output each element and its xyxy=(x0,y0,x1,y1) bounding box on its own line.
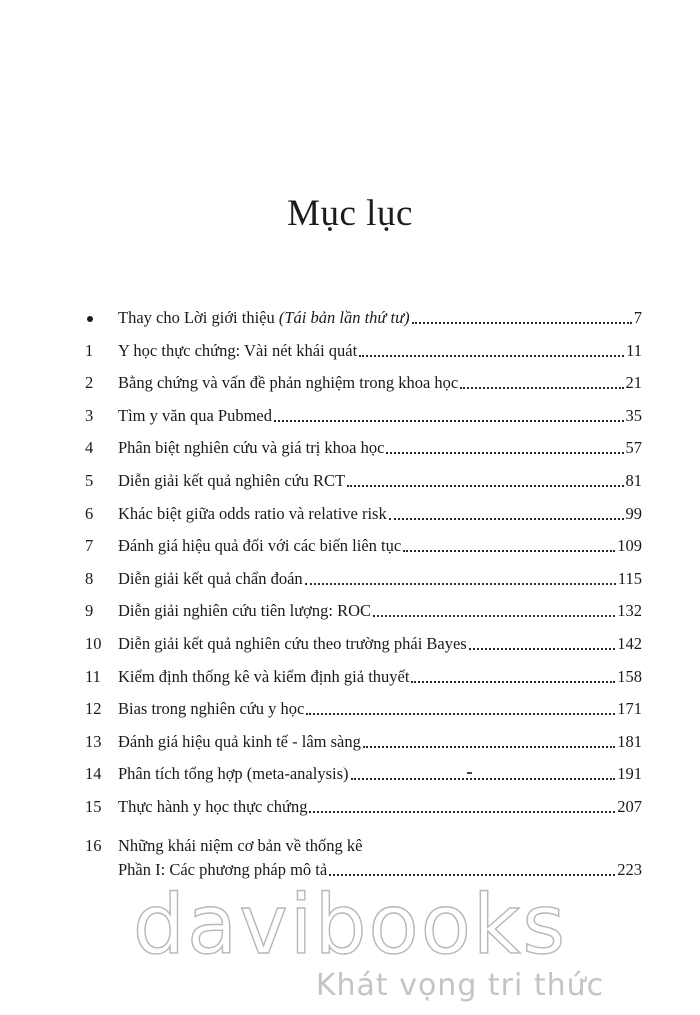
toc-leader-dots xyxy=(347,485,623,487)
toc-title-text: Đánh giá hiệu quả đối với các biến liên tục xyxy=(118,536,402,556)
toc-page-number: 7 xyxy=(633,308,642,327)
toc-chapter-number: 13 xyxy=(85,731,102,751)
toc-leader-dots xyxy=(386,452,623,454)
toc-row xyxy=(0,339,700,363)
toc-title-text: Phân tích tổng hợp (meta-analysis) xyxy=(118,764,349,784)
toc-title xyxy=(118,339,357,363)
toc-row xyxy=(0,697,700,721)
toc-title xyxy=(118,469,345,493)
toc-leader-dots xyxy=(469,648,616,650)
toc-row xyxy=(0,834,700,882)
toc-title xyxy=(118,567,303,591)
toc-chapter-number: 5 xyxy=(85,471,94,490)
watermark-brand: davibooks xyxy=(132,878,568,973)
toc-page-number: 191 xyxy=(617,764,642,784)
toc-title-text: Bằng chứng và vấn đề phản nghiệm trong khoa học xyxy=(118,373,459,393)
toc-entry xyxy=(118,371,642,395)
toc-leader-dots xyxy=(329,874,615,876)
toc-chapter-number: 10 xyxy=(85,634,102,653)
toc-entry xyxy=(118,502,642,526)
toc-title xyxy=(118,371,458,395)
toc-title-italic: (Tái bản lần thứ tư) xyxy=(278,308,410,327)
toc-page-number: 207 xyxy=(617,797,642,816)
toc-chapter-number: 6 xyxy=(85,503,94,523)
toc-leader-dots xyxy=(305,583,616,585)
toc-title-text: Bias trong nghiên cứu y học xyxy=(118,699,305,719)
toc-title-line1: Những khái niệm cơ bản về thống kê xyxy=(118,835,363,855)
page-title: Mục lục xyxy=(287,193,413,234)
toc-page-number: 57 xyxy=(625,438,642,458)
toc-entry xyxy=(118,469,642,493)
toc-chapter-number: 7 xyxy=(85,536,94,556)
toc-entry xyxy=(118,632,642,656)
toc-page-number: 181 xyxy=(617,731,642,751)
toc-page-number: 223 xyxy=(617,859,642,879)
toc-title-text: Thay cho Lời giới thiệu xyxy=(118,308,279,327)
toc-row xyxy=(0,469,700,493)
toc-entry xyxy=(118,599,642,623)
toc-leader-dots xyxy=(359,355,624,357)
toc-title-text: Đánh giá hiệu quả kinh tế - lâm sàng xyxy=(118,731,361,751)
toc-chapter-number: 12 xyxy=(85,699,102,719)
toc-entry xyxy=(118,534,642,558)
toc-row xyxy=(0,436,700,460)
toc-chapter-number: 4 xyxy=(85,438,94,458)
toc-row xyxy=(0,534,700,558)
toc-title xyxy=(118,534,401,558)
toc-row xyxy=(0,665,700,689)
toc-leader-dots xyxy=(309,811,615,813)
toc-row xyxy=(0,795,700,819)
toc-entry xyxy=(118,567,642,591)
toc-title-text: Diễn giải kết quả chẩn đoán xyxy=(118,568,303,588)
toc-title xyxy=(118,730,361,754)
toc-chapter-number: 1 xyxy=(85,340,94,360)
toc-leader-dots xyxy=(306,713,615,715)
toc-leader-dots xyxy=(389,518,624,520)
toc-title xyxy=(118,697,304,721)
toc-chapter-number: 16 xyxy=(85,835,102,855)
toc-title xyxy=(118,762,349,786)
toc-row xyxy=(0,762,700,786)
toc-row xyxy=(0,567,700,591)
toc-chapter-number: 11 xyxy=(85,666,101,686)
toc-title xyxy=(118,306,410,330)
toc-chapter-number: 2 xyxy=(85,373,94,393)
toc-leader-dots xyxy=(351,778,616,780)
toc-title-text: Y học thực chứng: Vài nét khái quát xyxy=(118,340,358,360)
toc-leader-dots xyxy=(403,550,615,552)
toc-row xyxy=(0,502,700,526)
toc-entry xyxy=(118,762,642,786)
toc-page-number: 35 xyxy=(625,405,642,425)
toc-entry xyxy=(118,306,642,330)
toc-title-text: Phân biệt nghiên cứu và giá trị khoa học xyxy=(118,438,385,458)
toc-row xyxy=(0,371,700,395)
toc-title xyxy=(118,502,387,526)
watermark-tagline: Khát vọng tri thức xyxy=(315,968,605,1003)
toc-title xyxy=(118,795,307,819)
toc-chapter-number: 3 xyxy=(85,405,94,425)
toc-entry xyxy=(118,795,642,819)
toc-page-number: 115 xyxy=(617,568,642,588)
toc-title-text: Diễn giải nghiên cứu tiên lượng: ROC xyxy=(118,601,371,621)
toc-title-text: Diễn giải kết quả nghiên cứu theo trường phái Bayes xyxy=(118,634,467,653)
toc-row xyxy=(0,730,700,754)
toc-title-text: Tìm y văn qua Pubmed xyxy=(118,405,272,425)
toc-leader-dots xyxy=(274,420,624,422)
toc-chapter-number: 8 xyxy=(85,568,94,588)
toc-entry xyxy=(118,665,642,689)
toc-page-number: 142 xyxy=(617,634,642,653)
toc-page-number: 81 xyxy=(625,471,642,490)
stray-ink-mark xyxy=(467,772,472,774)
toc-row xyxy=(0,599,700,623)
toc-page-number: 158 xyxy=(617,666,642,686)
bullet-icon xyxy=(87,316,93,322)
toc-leader-dots xyxy=(373,615,615,617)
toc-entry xyxy=(118,339,642,363)
toc-title-text: Diễn giải kết quả nghiên cứu RCT xyxy=(118,471,346,490)
toc-page-number: 109 xyxy=(617,536,642,556)
toc-entry xyxy=(118,697,642,721)
toc-title-line2: Phần I: Các phương pháp mô tả xyxy=(118,859,328,879)
toc-leader-dots xyxy=(363,746,615,748)
toc-page-number: 99 xyxy=(625,503,642,523)
toc-chapter-number: 14 xyxy=(85,764,102,784)
toc-title-text: Khác biệt giữa odds ratio và relative risk xyxy=(118,503,387,523)
toc-title xyxy=(118,632,467,656)
toc-title-text: Thực hành y học thực chứng xyxy=(118,797,308,816)
toc-leader-dots xyxy=(460,387,623,389)
toc-entry xyxy=(118,436,642,460)
toc-chapter-number: 9 xyxy=(85,601,94,621)
toc-row xyxy=(0,632,700,656)
toc-entry xyxy=(118,404,642,428)
toc-page-number: 11 xyxy=(626,340,642,360)
toc-leader-dots xyxy=(411,681,615,683)
toc-row xyxy=(0,404,700,428)
toc-entry xyxy=(118,730,642,754)
toc-chapter-number: 15 xyxy=(85,797,102,816)
toc-title xyxy=(118,436,384,460)
toc-leader-dots xyxy=(412,322,632,324)
toc-row xyxy=(0,306,700,330)
toc-title xyxy=(118,599,371,623)
toc-title-text: Kiểm định thống kê và kiểm định giả thuyết xyxy=(118,666,410,686)
toc-title xyxy=(118,404,272,428)
toc-title xyxy=(118,665,409,689)
toc-page-number: 132 xyxy=(617,601,642,621)
toc-page-number: 171 xyxy=(617,699,642,719)
toc-page-number: 21 xyxy=(625,373,642,393)
